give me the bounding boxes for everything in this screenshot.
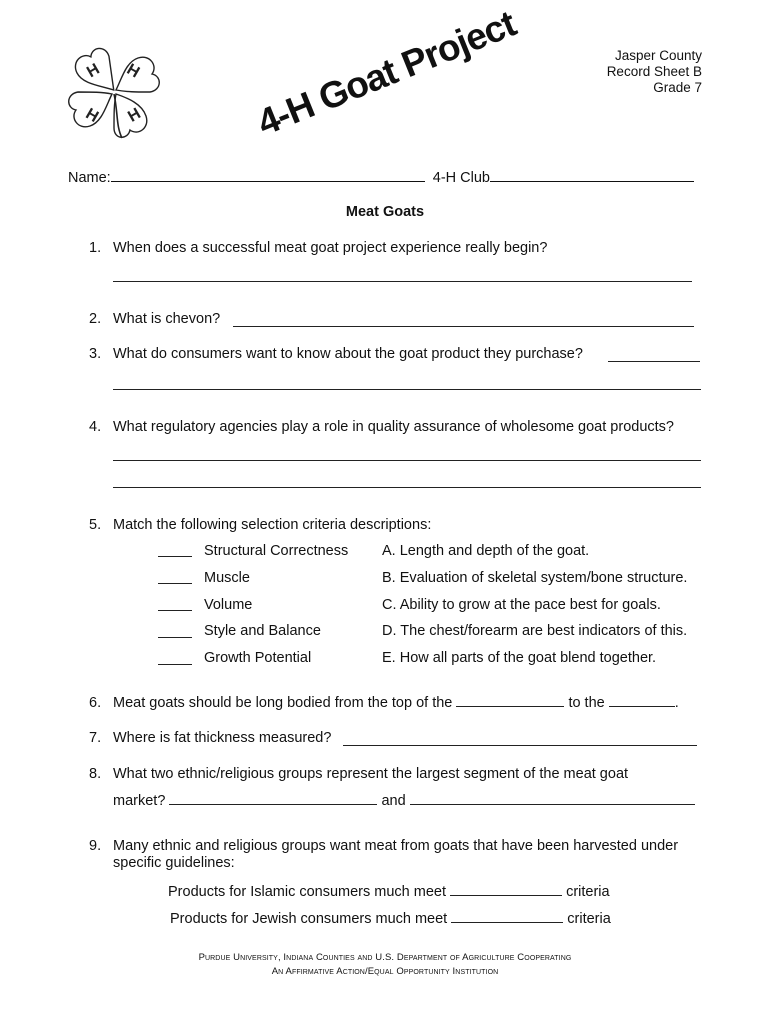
club-field[interactable]: [490, 168, 694, 182]
q8-number: 8.: [89, 766, 102, 782]
q7-answer-line[interactable]: [343, 745, 697, 746]
footer-line-1: Purdue University, Indiana Counties and U.S. Department of Agriculture Cooperating: [198, 952, 572, 963]
svg-text:H: H: [84, 60, 103, 82]
match-blank[interactable]: [158, 583, 192, 584]
name-field[interactable]: [111, 168, 425, 182]
q6-blank-1[interactable]: [456, 695, 564, 707]
q8-text: What two ethnic/religious groups represent the largest segment of the meat goat: [113, 766, 629, 782]
svg-text:H: H: [125, 105, 144, 126]
q7-text: Where is fat thickness measured?: [113, 730, 332, 746]
match-blank[interactable]: [158, 610, 192, 611]
q2-number: 2.: [89, 311, 102, 327]
q8-blank-1[interactable]: [169, 793, 377, 805]
svg-text:H: H: [82, 105, 102, 126]
q9-jewish-criteria: criteria: [567, 911, 611, 927]
q1-answer-line[interactable]: [113, 281, 692, 282]
q8-answer-row: [113, 793, 695, 809]
q4-answer-line-2[interactable]: [113, 487, 701, 488]
match-term: Muscle: [204, 570, 250, 586]
q3-answer-line-inline[interactable]: [608, 361, 700, 362]
match-blank[interactable]: [158, 664, 192, 665]
clover-icon: [62, 40, 166, 144]
four-h-clover-logo: [62, 40, 166, 144]
match-term: Structural Correctness: [204, 543, 349, 559]
q9-islamic-text: Products for Islamic consumers much meet: [168, 884, 447, 900]
q9-jewish-row: [170, 911, 611, 927]
q1-text: When does a successful meat goat project experience really begin?: [113, 240, 548, 256]
q9-number: 9.: [89, 838, 102, 854]
q3-text: What do consumers want to know about the goat product they purchase?: [113, 346, 583, 362]
q4-text: What regulatory agencies play a role in quality assurance of wholesome goat products?: [113, 419, 674, 435]
q8-blank-2[interactable]: [410, 793, 695, 805]
q6-text-b: to the: [568, 695, 605, 711]
match-desc: C. Ability to grow at the pace best for goals.: [382, 597, 661, 613]
match-desc: A. Length and depth of the goat.: [382, 543, 590, 559]
q8-text-b: and: [381, 793, 406, 809]
match-desc: D. The chest/forearm are best indicators of this.: [382, 623, 688, 639]
record-sheet-label: Record Sheet B: [606, 64, 702, 79]
q9-text-line1: Many ethnic and religious groups want meat from goats that have been harvested under: [113, 838, 679, 854]
q5-text: Match the following selection criteria descriptions:: [113, 517, 432, 533]
q1-number: 1.: [89, 240, 102, 256]
match-desc: B. Evaluation of skeletal system/bone structure.: [382, 570, 688, 586]
name-label: Name:: [68, 170, 111, 186]
title-text: 4-H Goat Project: [251, 2, 521, 144]
name-row: [68, 168, 694, 186]
match-desc: E. How all parts of the goat blend together.: [382, 650, 657, 666]
section-title: Meat Goats: [345, 204, 425, 220]
match-blank[interactable]: [158, 637, 192, 638]
match-term: Style and Balance: [204, 623, 321, 639]
q6-text-c: .: [674, 695, 679, 711]
q9-islamic-row: [168, 884, 610, 900]
q7-number: 7.: [89, 730, 102, 746]
q6-number: 6.: [89, 695, 102, 711]
q5-number: 5.: [89, 517, 102, 533]
q2-answer-line[interactable]: [233, 326, 694, 327]
club-label: 4-H Club: [432, 170, 490, 186]
q2-text: What is chevon?: [113, 311, 221, 327]
match-term: Growth Potential: [204, 650, 312, 666]
svg-text:H: H: [123, 60, 143, 82]
q6-text-a: Meat goats should be long bodied from the top of the: [113, 695, 453, 711]
q9-islamic-blank[interactable]: [450, 884, 562, 896]
q9-jewish-text: Products for Jewish consumers much meet: [170, 911, 448, 927]
q4-number: 4.: [89, 419, 102, 435]
q3-number: 3.: [89, 346, 102, 362]
q8-text-a: market?: [113, 793, 166, 809]
match-blank[interactable]: [158, 556, 192, 557]
q6-blank-2[interactable]: [609, 695, 675, 707]
q9-islamic-criteria: criteria: [566, 884, 610, 900]
grade-label: Grade 7: [653, 80, 702, 95]
q9-text-line2: specific guidelines:: [113, 855, 235, 871]
q9-jewish-blank[interactable]: [451, 911, 563, 923]
q6-text: [113, 695, 679, 711]
footer-line-2: An Affirmative Action/Equal Opportunity Institution: [271, 966, 499, 977]
q3-answer-line[interactable]: [113, 389, 701, 390]
match-term: Volume: [204, 597, 253, 613]
project-title: [250, 2, 521, 150]
county-label: Jasper County: [614, 48, 702, 63]
q4-answer-line-1[interactable]: [113, 460, 701, 461]
